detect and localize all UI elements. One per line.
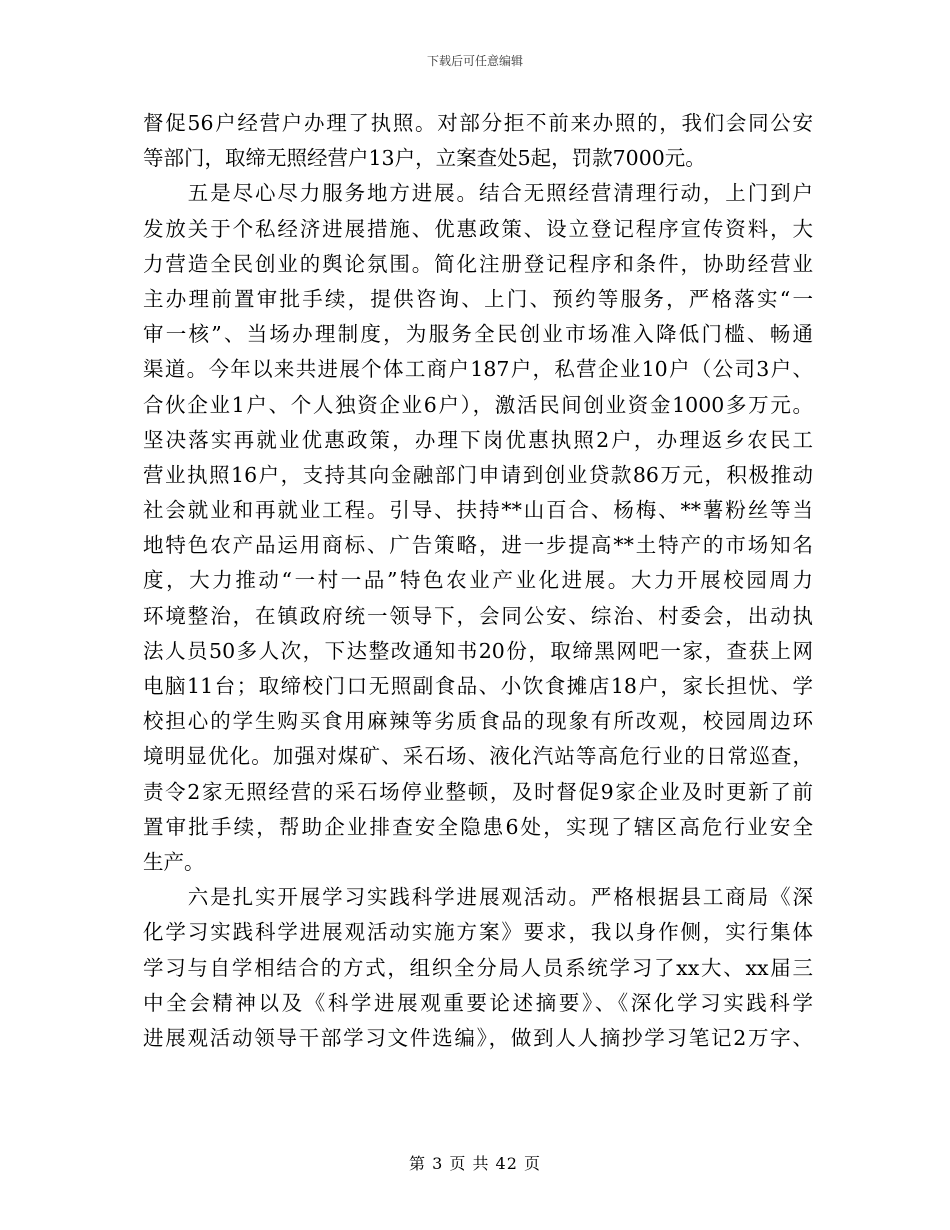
page-footer: 第 3 页 共 42 页 — [409, 1154, 541, 1173]
text-line: 渠道。今年以来共进展个体工商户187户，私营企业10户（公司3户、 — [143, 357, 813, 382]
text-line: 等部门，取缔无照经营户13户，立案查处5起，罚款7000元。 — [143, 146, 706, 171]
text-line: 化学习实践科学进展观活动实施方案》要求，我以身作侧，实行集体 — [143, 920, 813, 945]
text-line: 进展观活动领导干部学习文件选编》，做到人人摘抄学习笔记2万字、 — [143, 1025, 813, 1050]
text-line: 营业执照16户，支持其向金融部门申请到创业贷款86万元，积极推动 — [143, 462, 813, 487]
text-line: 审一核”、当场办理制度，为服务全民创业市场准入降低门槛、畅通 — [143, 322, 813, 347]
text-line: 督促56户经营户办理了执照。对部分拒不前来办照的，我们会同公安 — [143, 111, 813, 135]
body-text — [143, 106, 813, 1056]
text-line: 责令2家无照经营的采石场停业整顿，及时督促9家企业及时更新了前 — [143, 779, 813, 804]
text-line: 校担心的学生购买食用麻辣等劣质食品的现象有所改观，校园周边环 — [143, 709, 813, 734]
text-line: 发放关于个私经济进展措施、优惠政策、设立登记程序宣传资料，大 — [143, 216, 813, 241]
text-line: 生产。 — [143, 849, 205, 874]
text-line: 学习与自学相结合的方式，组织全分局人员系统学习了xx大、xx届三 — [143, 955, 813, 980]
text-line: 五是尽心尽力服务地方进展。结合无照经营清理行动，上门到户 — [143, 181, 813, 206]
text-line: 主办理前置审批手续，提供咨询、上门、预约等服务，严格落实“一 — [143, 286, 813, 311]
page-header: 下载后可任意编辑 — [426, 54, 523, 68]
text-line: 合伙企业1户、个人独资企业6户），激活民间创业资金1000多万元。 — [143, 392, 813, 417]
text-line: 置审批手续，帮助企业排查安全隐患6处，实现了辖区高危行业安全 — [143, 814, 813, 839]
text-line: 法人员50多人次，下达整改通知书20份，取缔黑网吧一家，查获上网 — [143, 638, 813, 663]
text-line: 六是扎实开展学习实践科学进展观活动。严格根据县工商局《深 — [143, 885, 813, 910]
text-line: 中全会精神以及《科学进展观重要论述摘要》、《深化学习实践科学 — [143, 990, 813, 1015]
text-line: 地特色农产品运用商标、广告策略，进一步提高**土特产的市场知名 — [143, 533, 813, 558]
text-line: 度，大力推动“一村一品”特色农业产业化进展。大力开展校园周力 — [143, 568, 813, 593]
text-line: 社会就业和再就业工程。引导、扶持**山百合、杨梅、**薯粉丝等当 — [143, 498, 813, 523]
text-line: 电脑11台；取缔校门口无照副食品、小饮食摊店18户，家长担忧、学 — [143, 674, 813, 698]
text-line: 境明显优化。加强对煤矿、采石场、液化汽站等高危行业的日常巡查， — [143, 744, 813, 769]
text-line: 坚决落实再就业优惠政策，办理下岗优惠执照2户，办理返乡农民工 — [143, 427, 813, 452]
text-line: 力营造全民创业的舆论氛围。简化注册登记程序和条件，协助经营业 — [143, 251, 813, 276]
text-line: 环境整治，在镇政府统一领导下，会同公安、综治、村委会，出动执 — [143, 603, 813, 628]
